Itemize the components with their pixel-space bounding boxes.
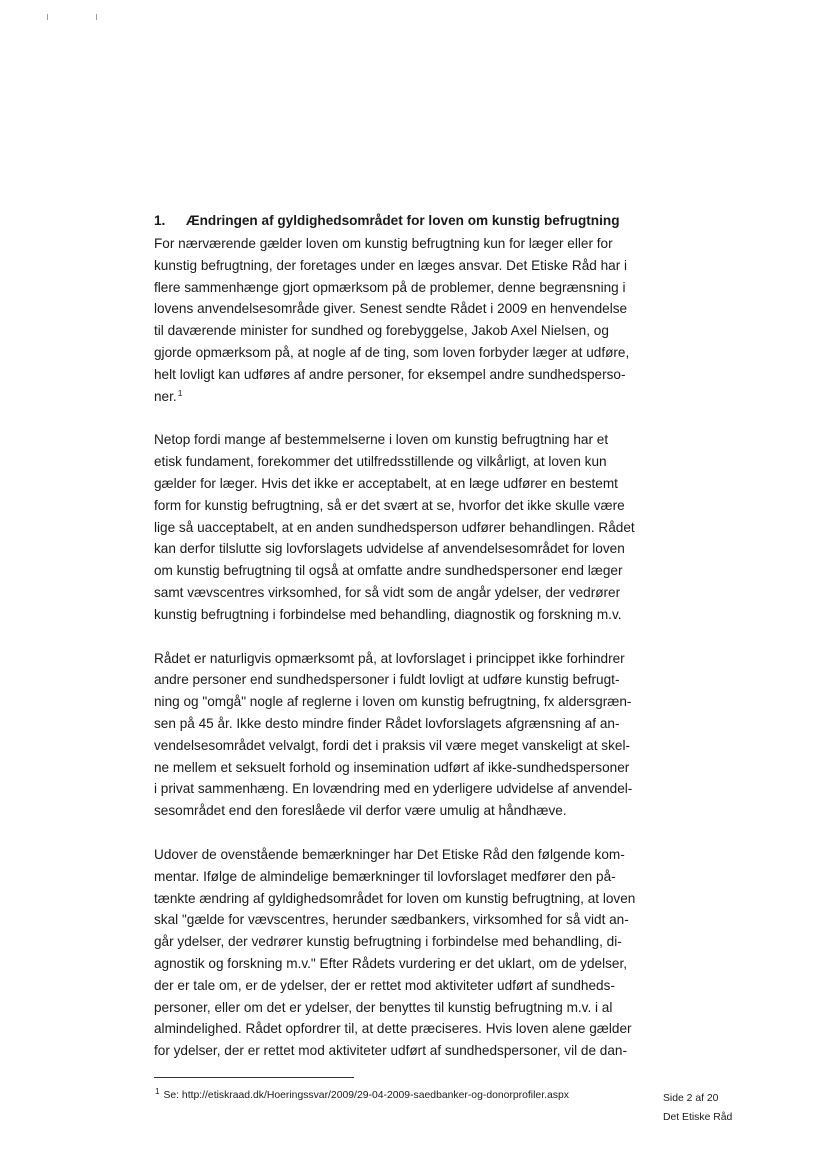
page-footer — [663, 1089, 732, 1127]
text-line: mentar. Ifølge de almindelige bemærkninger til lovforslaget medfører den på- — [154, 868, 616, 884]
footnote-number: 1 — [155, 1087, 160, 1096]
paragraph-2 — [154, 429, 644, 625]
footnote-link[interactable]: Se: http://etiskraad.dk/Hoeringssvar/2009/29-04-2009-saedbanker-og-donorprofiler.aspx — [163, 1090, 569, 1101]
text-line: kunstig befrugtning i forbindelse med behandling, diagnostik og forskning m.v. — [154, 606, 622, 622]
paragraph-4 — [154, 844, 644, 1062]
main-content — [154, 211, 644, 1062]
scan-artifact-mark — [96, 14, 97, 20]
paragraph-3 — [154, 648, 644, 822]
text-line: vendelsesområdet velvalgt, fordi det i praksis vil være meget vanskeligt at skel- — [154, 737, 630, 753]
section-heading — [154, 211, 644, 231]
text-line: Netop fordi mange af bestemmelserne i loven om kunstig befrugtning har et — [154, 432, 609, 448]
text-line: personer, eller om det er ydelser, der benyttes til kunstig befrugtning m.v. i al — [154, 999, 613, 1015]
text-line: sesområdet end den foreslåede vil derfor være umulig at håndhæve. — [154, 803, 567, 819]
section-title: Ændringen af gyldighedsområdet for loven om kunstig befrugtning — [186, 213, 620, 228]
text-line: kunstig befrugtning, der foretages under en læges ansvar. Det Etiske Råd har i — [154, 257, 628, 273]
text-line: gælder for læger. Hvis det ikke er acceptabelt, at en læge udfører en bestemt — [154, 475, 618, 491]
page-number: Side 2 af 20 — [663, 1093, 719, 1104]
footnote-reference[interactable]: 1 — [177, 387, 183, 398]
text-line: lige så uacceptabelt, at en anden sundhedsperson udfører behandlingen. Rådet — [154, 519, 635, 535]
text-line: går ydelser, der vedrører kunstig befrugtning i forbindelse med behandling, di- — [154, 934, 622, 950]
text-line: lovens anvendelsesområde giver. Senest sendte Rådet i 2009 en henvendelse — [154, 301, 628, 317]
text-line: Udover de ovenstående bemærkninger har Det Etiske Råd den følgende kom- — [154, 846, 625, 862]
footnote-divider — [154, 1077, 354, 1078]
text-line: For nærværende gælder loven om kunstig befrugtning kun for læger eller for — [154, 236, 613, 251]
text-line: flere sammenhænge gjort opmærksom på de problemer, denne begrænsning i — [154, 279, 626, 295]
paragraph-1 — [154, 233, 644, 407]
footnote — [154, 1089, 569, 1103]
scan-artifact-mark — [47, 14, 48, 20]
text-line: i privat sammenhæng. En lovændring med en yderligere udvidelse af anvendel- — [154, 781, 633, 797]
text-line: til daværende minister for sundhed og forebyggelse, Jakob Axel Nielsen, og — [154, 323, 609, 339]
text-line: helt lovligt kan udføres af andre personer, for eksempel andre sundhedsperso- — [154, 366, 626, 382]
text-line: der er tale om, er de ydelser, der er rettet mod aktiviteter udført af sundheds- — [154, 977, 615, 993]
text-line: agnostik og forskning m.v." Efter Rådets vurdering er det uklart, om de ydelser, — [154, 955, 628, 971]
text-line: sen på 45 år. Ikke desto mindre finder Rådet lovforslagets afgrænsning af an- — [154, 715, 620, 731]
section-number: 1. — [154, 213, 166, 228]
text-line: ne mellem et seksuelt forhold og insemination udført af ikke-sundhedspersoner — [154, 759, 630, 775]
text-line: tænkte ændring af gyldighedsområdet for loven om kunstig befrugtning, at loven — [154, 890, 636, 906]
text-line: almindelighed. Rådet opfordrer til, at dette præciseres. Hvis loven alene gælder — [154, 1021, 632, 1037]
text-line: kan derfor tilslutte sig lovforslagets udvidelse af anvendelsesområdet for loven — [154, 541, 625, 557]
text-line: etisk fundament, forekommer det utilfredsstillende og vilkårligt, at loven kun — [154, 454, 607, 470]
text-line: samt vævscentres virksomhed, for så vidt som de angår ydelser, der vedrører — [154, 584, 621, 600]
text-line-content: ner. — [154, 388, 177, 404]
text-line: form for kunstig befrugtning, så er det svært at se, hvorfor det ikke skulle være — [154, 497, 625, 513]
text-line: gjorde opmærksom på, at nogle af de ting, som loven forbyder læger at udføre, — [154, 344, 630, 360]
text-line: ning og "omgå" nogle af reglerne i loven om kunstig befrugtning, fx aldersgræn- — [154, 694, 632, 710]
text-line: Rådet er naturligvis opmærksomt på, at lovforslaget i princippet ikke forhindrer — [154, 650, 625, 666]
text-line: for ydelser, der er rettet mod aktiviteter udført af sundhedspersoner, vil de dan- — [154, 1043, 627, 1059]
text-line: skal "gælde for vævscentres, herunder sædbankers, virksomhed for så vidt an- — [154, 912, 629, 928]
text-line: om kunstig befrugtning til også at omfatte andre sundhedspersoner end læger — [154, 563, 623, 579]
footer-organization: Det Etiske Råd — [663, 1112, 733, 1123]
text-line: andre personer end sundhedspersoner i fuldt lovligt at udføre kunstig befrugt- — [154, 672, 620, 688]
text-line — [154, 386, 644, 408]
